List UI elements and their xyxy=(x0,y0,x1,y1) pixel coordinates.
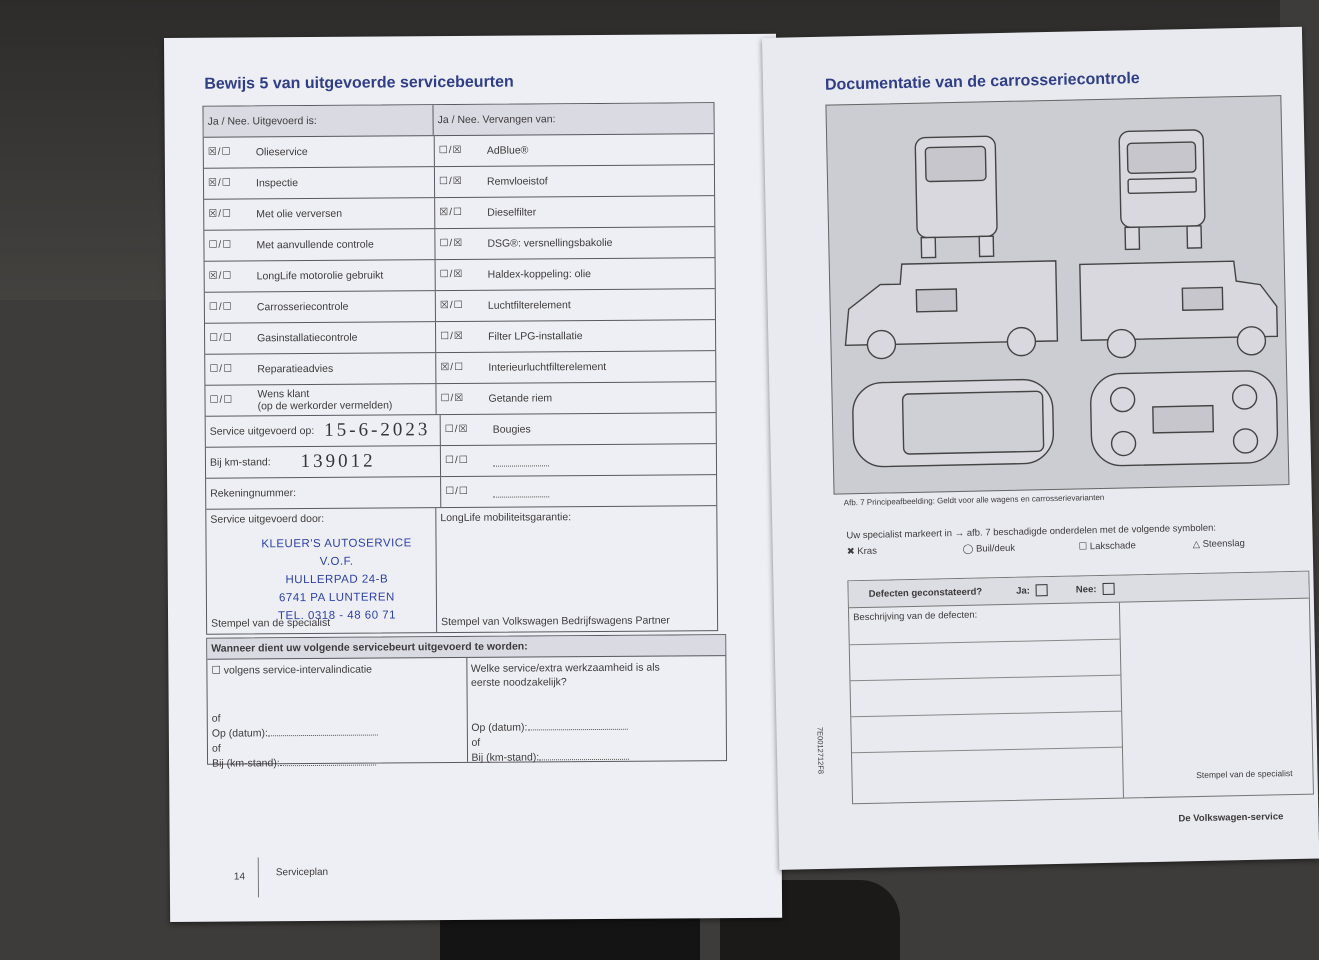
replaced-checkbox[interactable]: ☐/☒ xyxy=(440,392,465,405)
next-service-left xyxy=(207,658,466,770)
interval-option[interactable]: ☐ volgens service-intervalindicatie xyxy=(211,663,373,677)
description-line xyxy=(852,747,1122,754)
table-row xyxy=(205,258,715,293)
performed-label: Inspectie xyxy=(255,177,299,190)
service-date-value: 15-6-2023 xyxy=(324,419,431,441)
performed-label: Met aanvullende controle xyxy=(256,238,374,252)
document-number: 7E0012712F8 xyxy=(815,726,826,775)
defects-box xyxy=(847,571,1314,805)
performed-checkbox[interactable]: ☐/☐ xyxy=(208,239,233,251)
date-line-2 xyxy=(527,719,627,731)
blank-line-2 xyxy=(493,486,549,497)
performed-label: LongLife motorolie gebruikt xyxy=(256,269,384,283)
bougies-checkbox[interactable]: ☐/☒ xyxy=(444,423,469,436)
replaced-checkbox[interactable]: ☒/☐ xyxy=(439,206,463,219)
performed-label: Olieservice xyxy=(255,145,308,159)
replaced-label: Haldex-koppeling: olie xyxy=(487,268,592,281)
performed-checkbox[interactable]: ☒/☐ xyxy=(207,177,232,189)
op-datum-label-2: Op (datum): xyxy=(471,721,528,734)
left-page-title: Bewijs 5 van uitgevoerde servicebeurten xyxy=(204,73,514,93)
replaced-checkbox[interactable]: ☒/☐ xyxy=(439,299,464,312)
performed-checkbox[interactable]: ☐/☐ xyxy=(209,363,234,375)
performed-checkbox[interactable]: ☒/☐ xyxy=(208,270,233,282)
bij-km-label: Bij (km-stand): xyxy=(212,757,280,770)
replaced-label: DSG®: versnellingsbakolie xyxy=(487,236,613,250)
col-right-header: Ja / Nee. Vervangen van: xyxy=(437,113,556,127)
nee-checkbox[interactable] xyxy=(1102,583,1114,595)
description-line xyxy=(850,675,1120,682)
stamp-line-2: HULLERPAD 24-B xyxy=(285,573,389,587)
nee-label: Nee: xyxy=(1075,583,1097,596)
replaced-checkbox[interactable]: ☐/☒ xyxy=(440,330,464,343)
signature-label: Stempel van de specialist xyxy=(1196,768,1293,781)
bij-km-label-2: Bij (km-stand): xyxy=(471,751,540,764)
performed-by-label: Service uitgevoerd door: xyxy=(210,512,325,526)
date-line xyxy=(268,725,378,737)
performed-label: Met olie verversen xyxy=(256,207,343,221)
legend-dent: ◯ Buil/deuk xyxy=(962,542,1016,555)
table-row xyxy=(205,320,715,355)
blank-checkbox-2[interactable]: ☐/☐ xyxy=(445,485,469,498)
van-outline-svg xyxy=(826,96,1288,493)
right-page-title: Documentatie van de carrosseriecontrole xyxy=(824,70,1140,94)
replaced-checkbox[interactable]: ☐/☒ xyxy=(439,237,464,250)
replaced-label: Remvloeistof xyxy=(486,175,548,188)
performed-checkbox[interactable]: ☐/☐ xyxy=(209,394,234,406)
figure-caption: Afb. 7 Principeafbeelding: Geldt voor alle wagens en carrosserievarianten xyxy=(843,492,1105,508)
stamp-line-4: TEL. 0318 - 48 60 71 xyxy=(277,609,397,623)
defects-label: Defecten geconstateerd? xyxy=(868,586,983,600)
table-row xyxy=(204,134,714,169)
stamp-line-1: KLEUER'S AUTOSERVICE V.O.F. xyxy=(261,537,412,568)
invoice-label: Rekeningnummer: xyxy=(210,487,297,500)
table-row xyxy=(205,289,715,324)
footer-separator xyxy=(258,857,259,897)
stamp-row xyxy=(206,506,717,634)
km-row xyxy=(206,444,716,479)
table-row xyxy=(204,165,714,200)
description-line xyxy=(851,711,1121,718)
dealer-stamp xyxy=(246,534,427,625)
km-line-2 xyxy=(539,749,629,761)
performed-sublabel: (op de werkorder vermelden) xyxy=(257,399,393,413)
replaced-label: AdBlue® xyxy=(486,144,529,157)
performed-label: Wens klant (op de werkorder vermelden) xyxy=(257,387,393,413)
next-service-header: Wanneer dient uw volgende servicebeurt uitgevoerd te worden: xyxy=(207,635,725,660)
table-row xyxy=(204,227,714,262)
replaced-label: Dieselfilter xyxy=(487,206,537,219)
replaced-label: Luchtfilterelement xyxy=(487,299,571,312)
replaced-checkbox[interactable]: ☒/☐ xyxy=(440,361,465,374)
left-page xyxy=(164,34,782,922)
table-row xyxy=(204,196,714,231)
col-left-header: Ja / Nee. Uitgevoerd is: xyxy=(203,105,433,137)
replaced-label: Interieurluchtfilterelement xyxy=(488,360,607,374)
performed-checkbox[interactable]: ☒/☐ xyxy=(207,146,232,158)
table-row xyxy=(205,382,715,417)
stamp-line-3: 6741 PA LUNTEREN xyxy=(278,591,395,605)
op-datum-label: Op (datum): xyxy=(211,727,268,740)
performed-label: Reparatieadvies xyxy=(257,362,334,376)
stamp-specialist-label: Stempel van de specialist xyxy=(211,616,331,630)
longlife-label: LongLife mobiliteitsgarantie: xyxy=(440,511,572,525)
ja-label: Ja: xyxy=(1016,585,1030,597)
invoice-row xyxy=(206,475,716,510)
page-number: 14 xyxy=(233,871,246,883)
performed-checkbox[interactable]: ☒/☐ xyxy=(208,208,232,220)
footer-label: De Volkswagen-service xyxy=(1178,811,1284,825)
bougies-label: Bougies xyxy=(492,423,531,436)
km-line xyxy=(280,755,376,767)
next-service-box xyxy=(206,634,727,770)
vehicle-diagram xyxy=(825,95,1289,494)
performed-label: Gasinstallatiecontrole xyxy=(257,331,358,345)
blank-line-1 xyxy=(493,455,549,466)
service-date-label: Service uitgevoerd op: xyxy=(209,424,315,438)
km-label: Bij km-stand: xyxy=(209,456,271,469)
service-date-row xyxy=(206,413,716,448)
description-label: Beschrijving van de defecten: xyxy=(853,609,978,624)
description-line xyxy=(850,639,1120,646)
km-value: 139012 xyxy=(300,450,376,473)
performed-checkbox[interactable]: ☐/☐ xyxy=(208,301,233,313)
legend-scratch: ✖ Kras xyxy=(846,545,878,558)
table-row xyxy=(205,351,715,386)
replaced-checkbox[interactable]: ☐/☒ xyxy=(438,175,463,188)
blank-checkbox-1[interactable]: ☐/☐ xyxy=(444,454,469,467)
defects-description-area[interactable] xyxy=(849,603,1124,804)
ja-checkbox[interactable] xyxy=(1036,584,1048,596)
legend-intro: Uw specialist markeert in → afb. 7 beschadigde onderdelen met de volgende symbolen: xyxy=(846,522,1217,542)
section-label: Serviceplan xyxy=(275,866,329,879)
right-page xyxy=(762,27,1319,870)
legend-stone-chip: △ Steenslag xyxy=(1192,537,1246,551)
legend-paint-damage: ☐ Lakschade xyxy=(1078,540,1136,553)
first-service-question: Welke service/extra werkzaamheid is als eerste noodzakelijk? xyxy=(470,661,660,689)
service-table xyxy=(202,102,718,635)
replaced-label: Getande riem xyxy=(488,392,553,405)
performed-checkbox[interactable]: ☐/☐ xyxy=(209,332,233,344)
of-label-1: of xyxy=(211,712,221,725)
replaced-checkbox[interactable]: ☐/☒ xyxy=(439,268,464,281)
of-label-2: of xyxy=(211,742,221,755)
next-service-right xyxy=(466,656,726,762)
performed-label: Carrosseriecontrole xyxy=(256,300,349,314)
replaced-label: Filter LPG-installatie xyxy=(488,330,583,343)
table-header xyxy=(203,103,713,138)
replaced-checkbox[interactable]: ☐/☒ xyxy=(438,144,463,157)
stamp-partner-label: Stempel van Volkswagen Bedrijfswagens Partner xyxy=(441,614,670,629)
of-label-3: of xyxy=(471,736,481,749)
